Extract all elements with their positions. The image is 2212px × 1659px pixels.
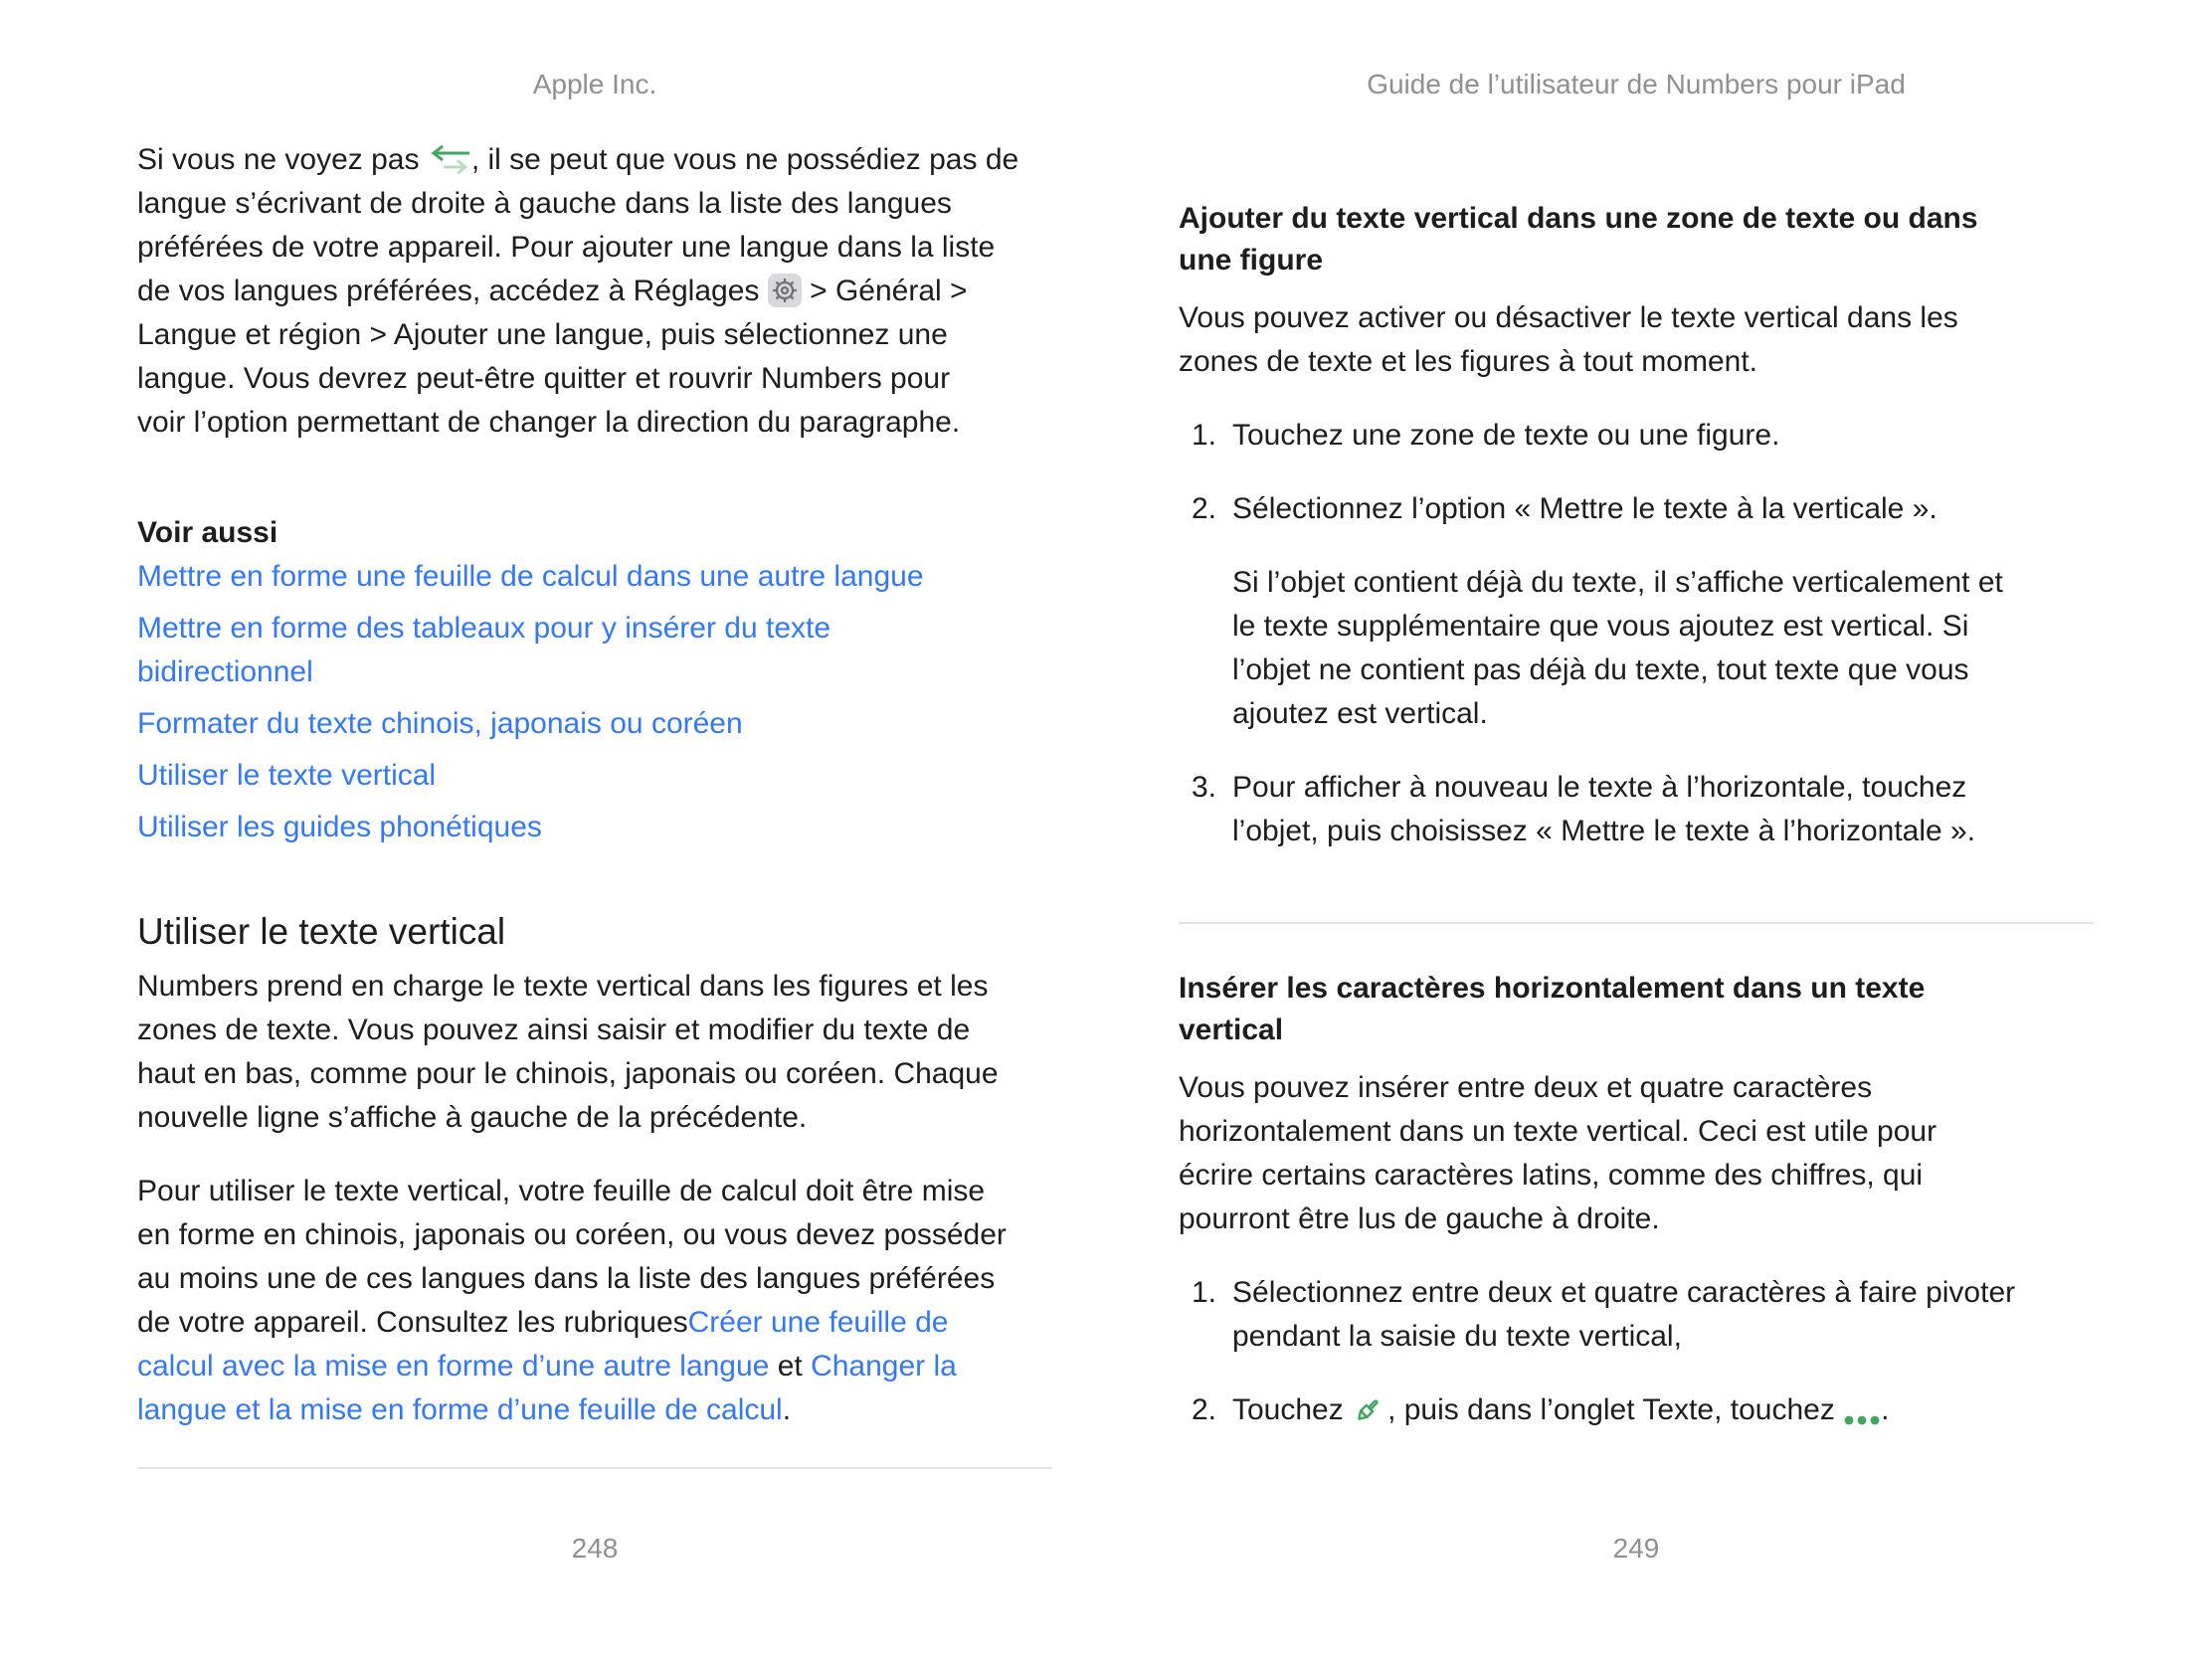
list-item-body (1232, 1271, 2094, 1359)
text-run: Sélectionnez entre deux et quatre caractères à faire pivoter (1232, 1276, 2016, 1309)
text-line (137, 1257, 1052, 1301)
text-run: > Général > (801, 275, 968, 307)
text-run: pourront être lus de gauche à droite. (1179, 1202, 1660, 1235)
text-run: et (769, 1350, 812, 1382)
text-line (137, 357, 1052, 401)
text-run: Langue et région > Ajouter une langue, puis sélectionnez une (137, 318, 948, 351)
text-run: . (1881, 1393, 1890, 1426)
text-run: Pour utiliser le texte vertical, votre feuille de calcul doit être mise (137, 1175, 986, 1207)
see-also-link[interactable] (137, 555, 1052, 599)
text-run: , puis dans l’onglet Texte, touchez (1387, 1393, 1844, 1426)
text-run: Mettre en forme des tableaux pour y insérer du texte (137, 612, 831, 645)
text-run: . (782, 1393, 792, 1426)
list-number: 1. (1192, 1276, 1217, 1309)
text-run: Touchez (1232, 1393, 1353, 1426)
text-run: de vos langues préférées, accédez à Réglages (137, 275, 768, 307)
section-divider (137, 1467, 1052, 1469)
text-line (137, 1213, 1052, 1257)
text-line (1232, 766, 2094, 810)
text-run: Touchez une zone de texte ou une figure. (1232, 419, 1780, 452)
text-run: Si vous ne voyez pas (137, 143, 428, 176)
list-item-body (1232, 766, 2094, 853)
see-also-link[interactable] (137, 607, 1052, 694)
list-number: 3. (1192, 771, 1217, 804)
text-run: le texte supplémentaire que vous ajoutez est vertical. Si (1232, 610, 1969, 643)
text-line (137, 965, 1052, 1009)
insert-horizontal-heading (1179, 968, 2094, 1051)
text-run: langue s’écrivant de droite à gauche dans la liste des langues (137, 187, 952, 220)
text-line (137, 1345, 1052, 1388)
list-number: 2. (1192, 1393, 1217, 1426)
text-line (137, 650, 1052, 694)
text-line (1179, 1010, 2094, 1051)
intro-paragraph (137, 138, 1052, 445)
list-item (1179, 1388, 2094, 1432)
text-line (137, 182, 1052, 226)
text-line (137, 1009, 1052, 1052)
text-run: Mettre en forme une feuille de calcul dans une autre langue (137, 560, 924, 593)
text-line (137, 607, 1052, 650)
text-run: nouvelle ligne s’affiche à gauche de la précédente. (137, 1101, 808, 1134)
right-page (1179, 0, 2094, 1659)
text-run: Formater du texte chinois, japonais ou coréen (137, 707, 743, 740)
text-run: l’objet, puis choisissez « Mettre le texte à l’horizontale ». (1232, 815, 1976, 847)
text-line (1232, 605, 2094, 648)
text-run: Utiliser le texte vertical (137, 759, 437, 792)
text-line (1232, 810, 2094, 853)
text-line (1179, 968, 2094, 1010)
text-line (137, 401, 1052, 445)
text-run: langue. Vous devrez peut-être quitter et rouvrir Numbers pour (137, 362, 951, 395)
list-item (1179, 766, 2094, 853)
text-line (1232, 1315, 2094, 1359)
text-line (137, 1301, 1052, 1345)
text-line (1179, 1154, 2094, 1198)
text-run: Vous pouvez activer ou désactiver le texte vertical dans les (1179, 301, 1958, 334)
text-line (1232, 487, 2094, 531)
text-line (1179, 1110, 2094, 1154)
text-line (1232, 561, 2094, 605)
section-title: Utiliser le texte vertical (137, 911, 506, 952)
inline-link[interactable]: langue et la mise en forme d’une feuille de calcul (137, 1393, 783, 1426)
text-line (1179, 296, 2094, 340)
text-line (137, 806, 1052, 849)
add-vertical-steps (1179, 414, 2094, 853)
text-run: l’objet ne contient pas déjà du texte, tout texte que vous (1232, 653, 1969, 686)
text-line (1179, 1066, 2094, 1110)
see-also-link[interactable] (137, 754, 1052, 798)
list-item (1179, 487, 2094, 736)
list-item (1179, 414, 2094, 458)
add-vertical-heading (1179, 198, 2094, 281)
text-line (137, 1052, 1052, 1096)
text-run: préférées de votre appareil. Pour ajouter une langue dans la liste (137, 231, 996, 264)
list-item (1179, 1271, 2094, 1359)
vertical-text-paragraph (137, 965, 1052, 1140)
settings-gear-icon (768, 270, 802, 313)
text-run: haut en bas, comme pour le chinois, japonais ou coréen. Chaque (137, 1057, 999, 1090)
text-run: Utiliser les guides phonétiques (137, 811, 542, 843)
text-line (1232, 692, 2094, 736)
text-line (1179, 240, 2094, 281)
page-header-right: Guide de l’utilisateur de Numbers pour iPad (1367, 69, 1906, 99)
add-vertical-intro (1179, 296, 2094, 384)
list-item-body (1232, 414, 2094, 458)
text-line (1232, 414, 2094, 458)
text-line (1179, 198, 2094, 240)
list-item-subparagraph (1232, 561, 2094, 736)
text-line (137, 226, 1052, 270)
see-also-link[interactable] (137, 702, 1052, 746)
text-run: en forme en chinois, japonais ou coréen, ou vous devez posséder (137, 1218, 1007, 1251)
text-line (137, 754, 1052, 798)
text-run: Sélectionnez l’option « Mettre le texte à la verticale ». (1232, 492, 1937, 525)
inline-link[interactable]: calcul avec la mise en forme d’une autre langue (137, 1350, 770, 1382)
section-divider (1179, 922, 2094, 924)
text-run: une figure (1179, 244, 1324, 276)
inline-link[interactable]: Créer une feuille de (687, 1306, 949, 1339)
text-run: bidirectionnel (137, 655, 313, 688)
page-header-left: Apple Inc. (532, 69, 657, 99)
insert-horizontal-steps (1179, 1271, 2094, 1432)
text-run: Pour afficher à nouveau le texte à l’horizontale, touchez (1232, 771, 1967, 804)
text-run: voir l’option permettant de changer la direction du paragraphe. (137, 406, 961, 439)
text-line (137, 1170, 1052, 1213)
text-line (137, 138, 1052, 182)
list-number: 1. (1192, 419, 1217, 452)
text-run: pendant la saisie du texte vertical, (1232, 1320, 1682, 1353)
text-run: Ajouter du texte vertical dans une zone de texte ou dans (1179, 202, 1978, 235)
see-also-link[interactable] (137, 806, 1052, 849)
text-run: Insérer les caractères horizontalement dans un texte (1179, 972, 1926, 1005)
text-run: Numbers prend en charge le texte vertical dans les figures et les (137, 970, 989, 1003)
list-item-body (1232, 1388, 2094, 1432)
text-run: écrire certains caractères latins, comme des chiffres, qui (1179, 1159, 1924, 1192)
text-line (1179, 1198, 2094, 1241)
text-line (137, 313, 1052, 357)
text-run: de votre appareil. Consultez les rubriques (137, 1306, 688, 1339)
format-requirement-paragraph (137, 1170, 1052, 1432)
left-page (137, 0, 1052, 1659)
text-run: Vous pouvez insérer entre deux et quatre caractères (1179, 1071, 1873, 1104)
list-number: 2. (1192, 492, 1217, 525)
text-run: vertical (1179, 1014, 1284, 1046)
inline-link[interactable]: Changer la (811, 1350, 957, 1382)
text-run: zones de texte et les figures à tout moment. (1179, 345, 1757, 378)
text-run: horizontalement dans un texte vertical. Ceci est utile pour (1179, 1115, 1937, 1148)
text-line (1232, 648, 2094, 692)
text-line (137, 702, 1052, 746)
text-line (137, 270, 1052, 313)
see-also-links (137, 555, 1052, 849)
page-number-right: 249 (1612, 1533, 1660, 1564)
paragraph-direction-icon (428, 138, 471, 182)
ellipsis-icon (1843, 1388, 1881, 1432)
page-number-left: 248 (571, 1533, 619, 1564)
text-run: , il se peut que vous ne possédiez pas de (470, 143, 1019, 176)
insert-horizontal-intro (1179, 1066, 2094, 1241)
list-item-body (1232, 487, 2094, 736)
text-line (137, 1096, 1052, 1140)
see-also-label: Voir aussi (137, 516, 278, 549)
text-run: Si l’objet contient déjà du texte, il s’affiche verticalement et (1232, 566, 2003, 599)
text-line (1179, 340, 2094, 384)
text-run: ajoutez est vertical. (1232, 697, 1488, 730)
text-line (1232, 1271, 2094, 1315)
text-run: au moins une de ces langues dans la liste des langues préférées (137, 1262, 996, 1295)
text-line (137, 1388, 1052, 1432)
format-brush-icon (1352, 1388, 1387, 1432)
text-run: zones de texte. Vous pouvez ainsi saisir et modifier du texte de (137, 1014, 971, 1046)
text-line (137, 555, 1052, 599)
text-line (1232, 1388, 2094, 1432)
